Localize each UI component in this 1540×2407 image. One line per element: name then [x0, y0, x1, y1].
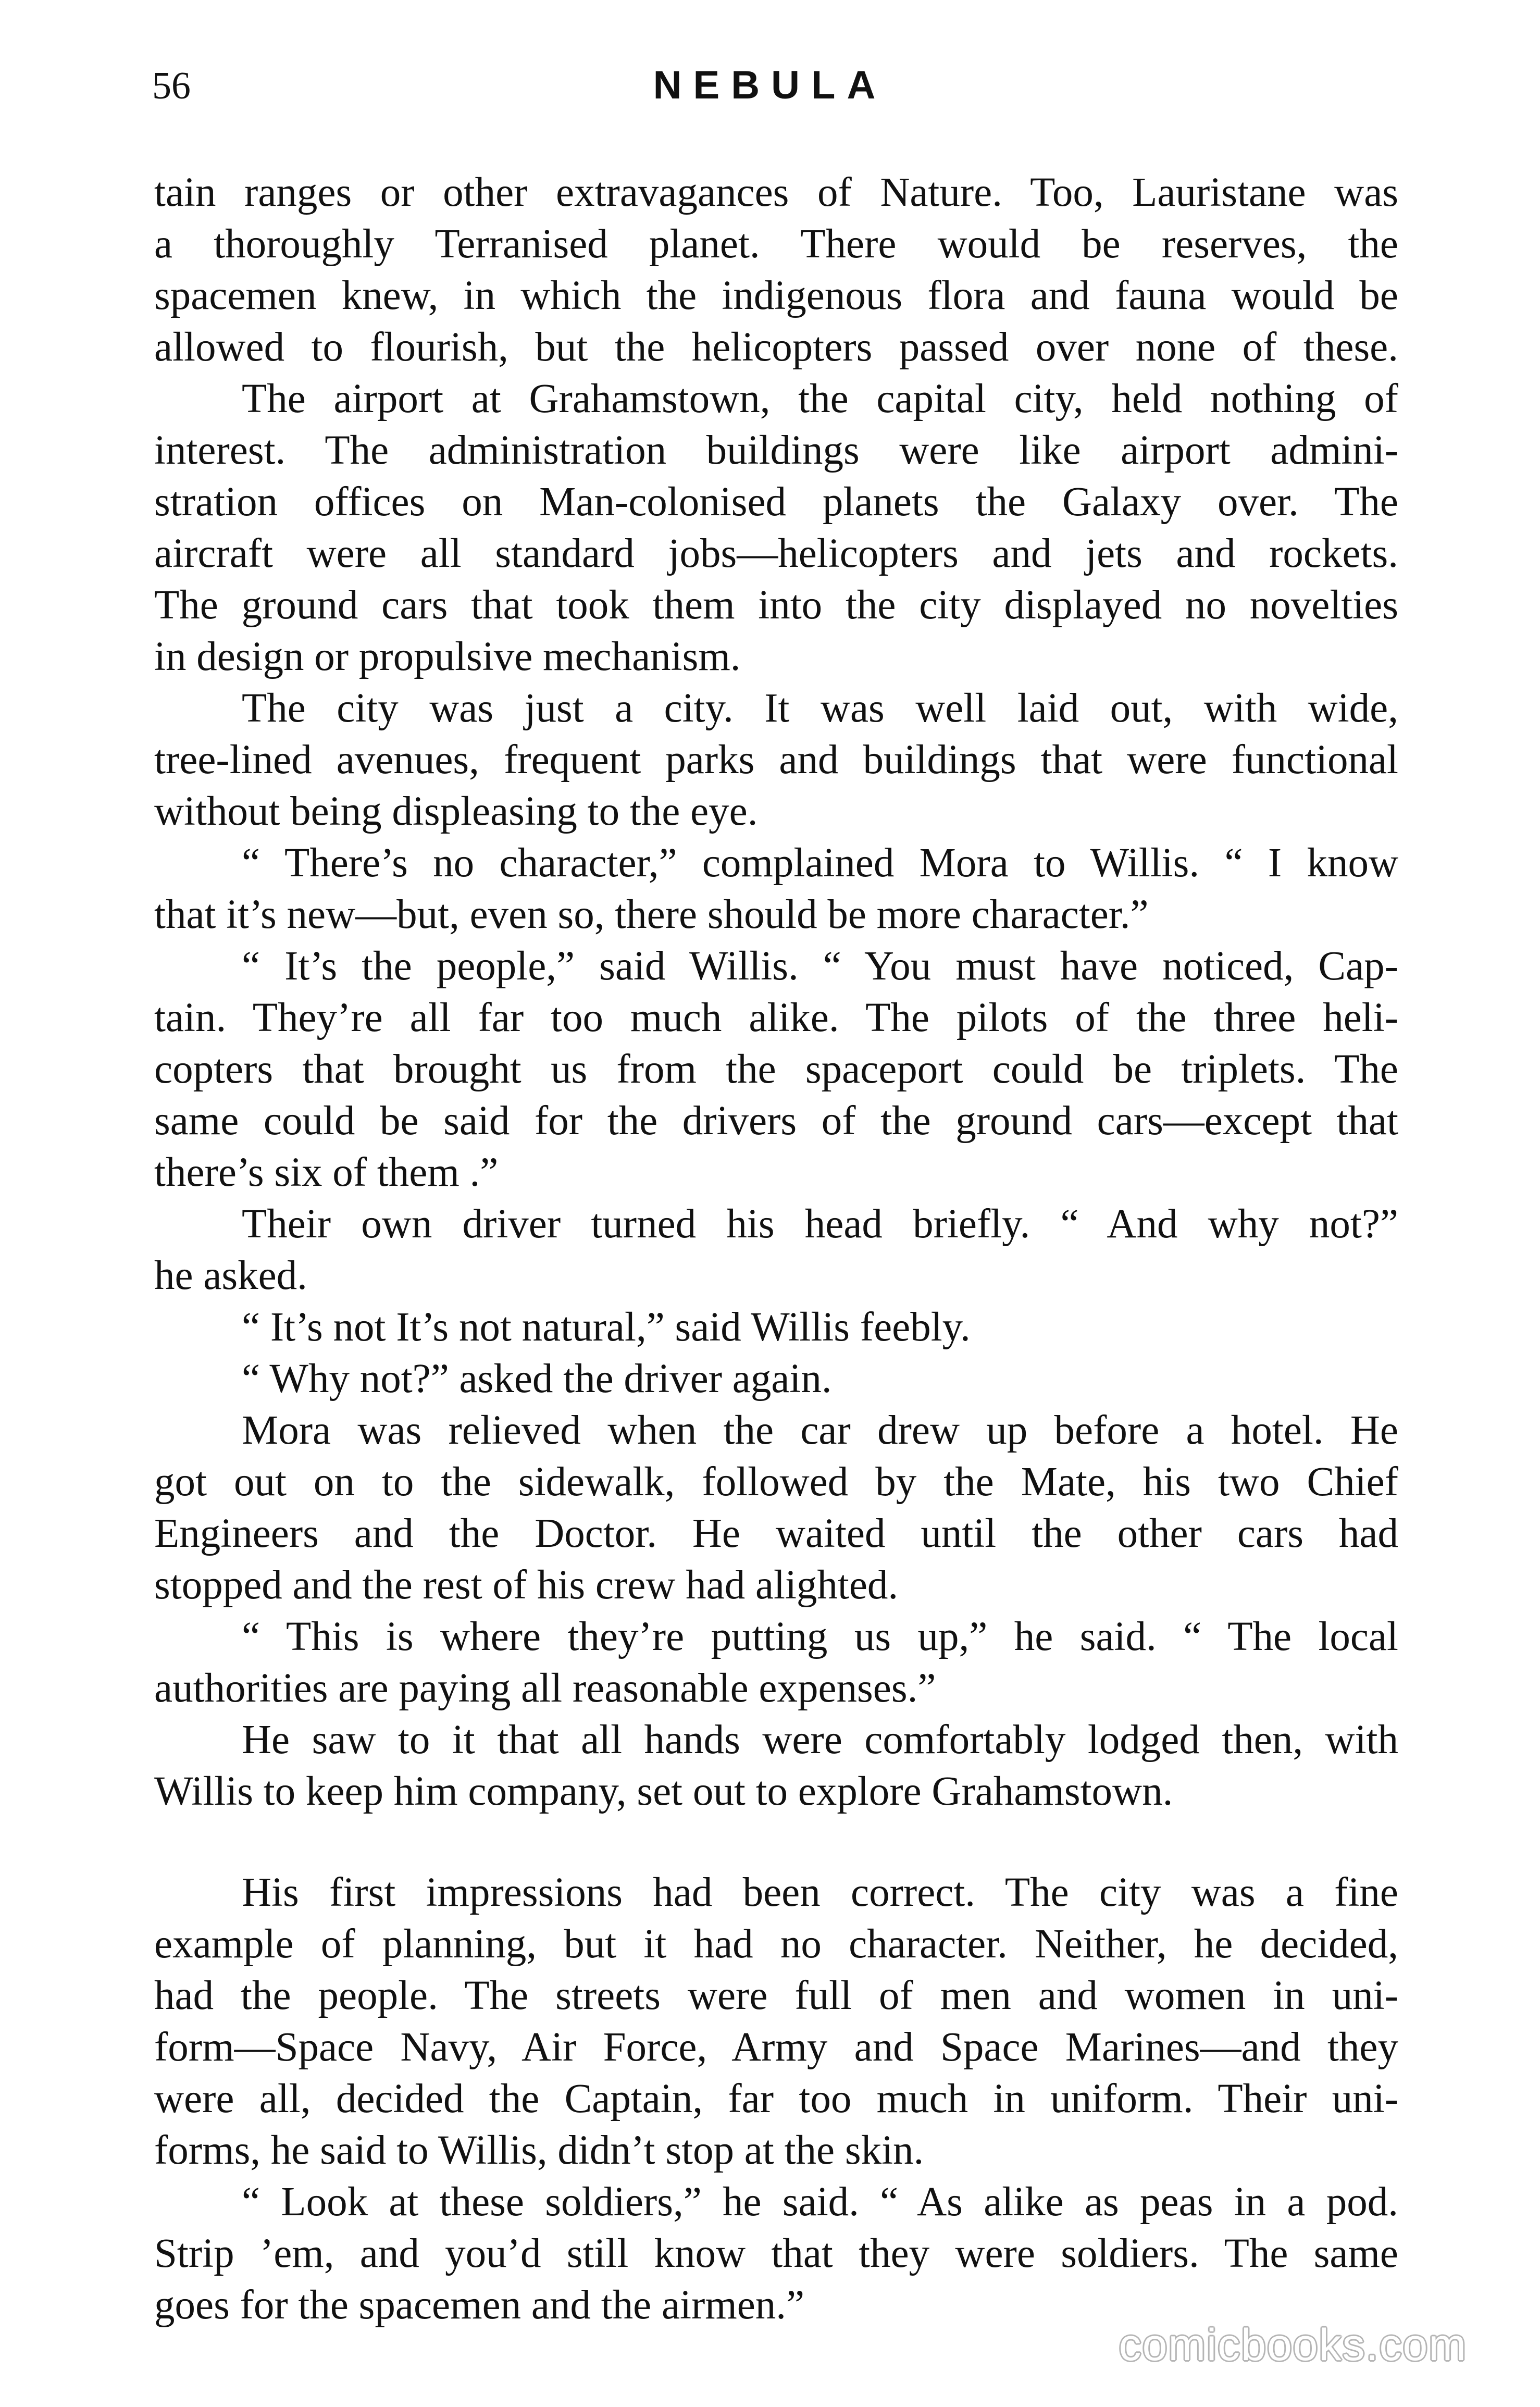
text-line: copters that brought us from the spaceport could be triplets. The — [154, 1047, 1398, 1092]
text-line: he asked. — [154, 1253, 307, 1298]
body-text-block — [154, 167, 1398, 1817]
text-line: goes for the spacemen and the airmen.” — [154, 2282, 805, 2328]
text-line: form—Space Navy, Air Force, Army and Space Marines—and they — [154, 2025, 1398, 2070]
text-line: Engineers and the Doctor. He waited until the other cars had — [154, 1511, 1398, 1556]
text-line: forms, he said to Willis, didn’t stop at the skin. — [154, 2128, 924, 2173]
text-line: Their own driver turned his head briefly. “ And why not?” — [242, 1201, 1398, 1247]
text-line: got out on to the sidewalk, followed by the Mate, his two Chief — [154, 1459, 1398, 1505]
text-line: without being displeasing to the eye. — [154, 789, 758, 834]
text-line: tree-lined avenues, frequent parks and buildings that were functional — [154, 737, 1398, 783]
text-line: The airport at Grahamstown, the capital city, held nothing of — [242, 376, 1398, 421]
text-line: there’s six of them .” — [154, 1150, 499, 1195]
text-line: Willis to keep him company, set out to explore Grahamstown. — [154, 1769, 1173, 1814]
text-line: were all, decided the Captain, far too much in uniform. Their uni- — [154, 2076, 1398, 2121]
text-line: tain. They’re all far too much alike. The pilots of the three heli- — [154, 995, 1398, 1040]
text-line: allowed to flourish, but the helicopters passed over none of these. — [154, 325, 1398, 370]
text-line: “ It’s not It’s not natural,” said Willis feebly. — [242, 1305, 971, 1350]
text-line: had the people. The streets were full of men and women in uni- — [154, 1973, 1398, 2018]
text-line: The ground cars that took them into the city displayed no novelties — [154, 582, 1398, 628]
text-line: He saw to it that all hands were comfortably lodged then, with — [242, 1717, 1398, 1763]
text-line: “ It’s the people,” said Willis. “ You must have noticed, Cap- — [242, 944, 1398, 989]
text-line: stopped and the rest of his crew had alighted. — [154, 1562, 899, 1608]
text-line: aircraft were all standard jobs—helicopters and jets and rockets. — [154, 531, 1398, 576]
text-line: a thoroughly Terranised planet. There would be reserves, the — [154, 221, 1398, 267]
text-line: that it’s new—but, even so, there should be more character.” — [154, 892, 1149, 937]
text-line: authorities are paying all reasonable expenses.” — [154, 1666, 936, 1711]
watermark: comicbooks.com — [1119, 2320, 1467, 2370]
text-line: “ This is where they’re putting us up,” he said. “ The local — [242, 1614, 1398, 1659]
text-line: The city was just a city. It was well laid out, with wide, — [242, 686, 1398, 731]
text-line: “ Look at these soldiers,” he said. “ As alike as peas in a pod. — [242, 2179, 1398, 2225]
page-number: 56 — [152, 65, 191, 107]
running-head: NEBULA — [653, 63, 887, 107]
text-line: in design or propulsive mechanism. — [154, 634, 741, 679]
text-line: Mora was relieved when the car drew up before a hotel. He — [242, 1408, 1398, 1453]
text-line: tain ranges or other extravagances of Nature. Too, Lauristane was — [154, 170, 1398, 215]
text-line: “ Why not?” asked the driver again. — [242, 1356, 832, 1401]
text-line: spacemen knew, in which the indigenous flora and fauna would be — [154, 273, 1398, 318]
text-line: same could be said for the drivers of the ground cars—except that — [154, 1098, 1398, 1144]
text-line: stration offices on Man-colonised planets the Galaxy over. The — [154, 479, 1398, 525]
body-text-block — [154, 1867, 1398, 2331]
text-line: “ There’s no character,” complained Mora to Willis. “ I know — [242, 840, 1398, 886]
text-line: Strip ’em, and you’d still know that they were soldiers. The same — [154, 2231, 1398, 2276]
text-line: example of planning, but it had no character. Neither, he decided, — [154, 1921, 1398, 1967]
text-line: His first impressions had been correct. The city was a fine — [242, 1870, 1398, 1915]
text-line: interest. The administration buildings were like airport admini- — [154, 428, 1398, 473]
